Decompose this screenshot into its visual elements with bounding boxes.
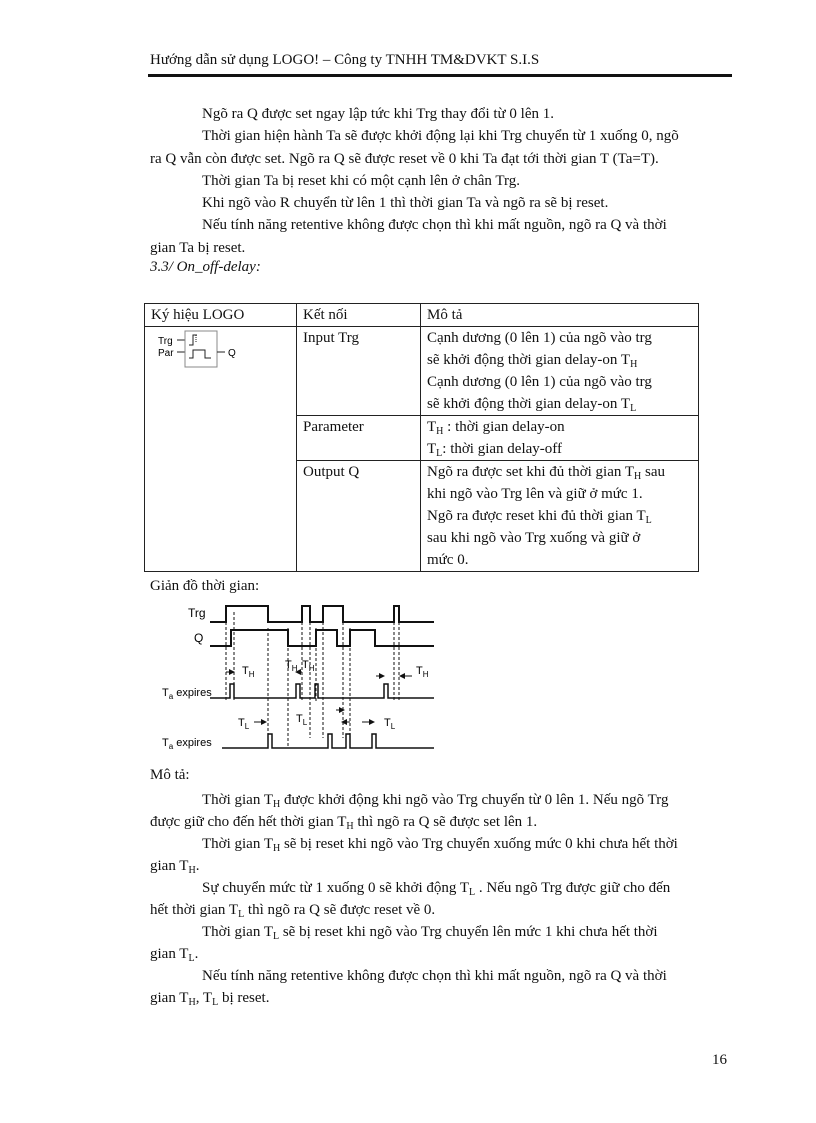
logo-function-table [144, 303, 699, 572]
intro-paragraph-5a: Nếu tính năng retentive không được chọn thì khi mất nguồn, ngõ ra Q và thời [202, 217, 667, 233]
header-divider [148, 74, 732, 77]
desc-line [427, 371, 692, 393]
desc-paragraph-5b: gian $T_H$, $T_L$ bị reset. [150, 990, 270, 1008]
desc-text: sau [641, 464, 666, 480]
desc-paragraph-5a: Nếu tính năng retentive không được chọn thì khi mất nguồn, ngõ ra Q và thời [202, 968, 667, 984]
page-number: 16 [712, 1052, 727, 1068]
desc-text: : thời gian delay-off [442, 441, 562, 457]
desc-text: sau khi ngõ vào Trg xuống và giữ ở [427, 530, 641, 546]
tl-label-3: $T_L$ [384, 717, 396, 731]
timing-label-q: Q [194, 631, 204, 645]
symbol-input-par: Par [158, 348, 174, 359]
desc-subscript: H [630, 359, 638, 370]
intro-paragraph-2b: ra Q vẫn còn được set. Ngõ ra Q sẽ được reset về 0 khi Ta đạt tới thời gian T (Ta=T). [150, 151, 659, 167]
desc-line [427, 527, 692, 549]
conn-parameter: Parameter [297, 416, 421, 461]
tl-label-1: $T_L$ [238, 717, 250, 731]
desc-paragraph-1a: Thời gian $T_H$ được khởi động khi ngõ vào Trg chuyển từ 0 lên 1. Nếu ngõ Trg [202, 792, 669, 810]
th-label-4: $T_H$ [416, 665, 429, 679]
ta-expires-th-waveform [210, 684, 434, 698]
timing-diagram-title: Giản đồ thời gian: [150, 578, 260, 594]
desc-input-trg [421, 327, 699, 416]
desc-subscript: L [645, 515, 652, 526]
col-header-description: Mô tả [421, 304, 699, 327]
desc-paragraph-2a: Thời gian $T_H$ sẽ bị reset khi ngõ vào Trg chuyển xuống mức 0 khi chưa hết thời [202, 836, 678, 854]
th-markers [226, 659, 429, 679]
desc-paragraph-2b: gian $T_H$. [150, 858, 200, 876]
description-title: Mô tả: [150, 767, 190, 783]
logo-symbol-cell [145, 327, 297, 572]
timing-diagram [150, 598, 450, 758]
conn-output-q: Output Q [297, 461, 421, 572]
th-label-2: $T_H$ [285, 659, 298, 673]
desc-subscript: L [630, 403, 637, 414]
on-off-delay-symbol-icon [145, 327, 255, 371]
desc-line [427, 461, 692, 483]
timing-guides [226, 612, 399, 748]
intro-paragraph-3: Thời gian Ta bị reset khi có một cạnh lên ở chân Trg. [202, 173, 520, 189]
desc-paragraph-4b: gian $T_L$. [150, 946, 199, 964]
tl-markers [238, 710, 396, 731]
desc-line [427, 549, 692, 571]
desc-subscript: L [436, 448, 443, 459]
desc-paragraph-4a: Thời gian $T_L$ sẽ bị reset khi ngõ vào Trg chuyển lên mức 1 khi chưa hết thời [202, 924, 658, 942]
desc-paragraph-3a: Sự chuyển mức từ 1 xuống 0 sẽ khởi động $T_L$ . Nếu ngõ Trg được giữ cho đến [202, 880, 671, 898]
symbol-output-q: Q [228, 348, 236, 359]
desc-line [427, 416, 692, 438]
desc-text: Cạnh dương (0 lên 1) của ngõ vào trg [427, 374, 652, 390]
symbol-input-trg: Trg [158, 336, 173, 347]
desc-paragraph-3b: hết thời gian $T_L$ thì ngõ ra Q sẽ được reset về 0. [150, 902, 436, 920]
trg-waveform [210, 606, 434, 622]
conn-input-trg: Input Trg [297, 327, 421, 416]
desc-line [427, 349, 692, 371]
desc-text: mức 0. [427, 552, 469, 568]
table-row [145, 327, 699, 416]
desc-text: Cạnh dương (0 lên 1) của ngõ vào trg [427, 330, 652, 346]
desc-subscript: H [436, 426, 444, 437]
intro-paragraph-4: Khi ngõ vào R chuyển từ lên 1 thì thời gian Ta và ngõ ra sẽ bị reset. [202, 195, 609, 211]
timing-label-ta-expires-1: $T_a$ expires [162, 687, 212, 701]
desc-line [427, 505, 692, 527]
desc-text: sẽ khởi động thời gian delay-on T [427, 352, 631, 368]
desc-line [427, 438, 692, 460]
intro-paragraph-1: Ngõ ra Q được set ngay lập tức khi Trg thay đổi từ 0 lên 1. [202, 106, 555, 122]
desc-line [427, 393, 692, 415]
desc-text: T [427, 441, 437, 457]
timing-label-ta-expires-2: $T_a$ expires [162, 737, 212, 751]
section-title: 3.3/ On_off-delay: [150, 259, 261, 275]
th-label-1: $T_H$ [242, 665, 255, 679]
desc-parameter [421, 416, 699, 461]
desc-text: khi ngõ vào Trg lên và giữ ở mức 1. [427, 486, 643, 502]
desc-line [427, 483, 692, 505]
col-header-connection: Kết nối [297, 304, 421, 327]
desc-output-q [421, 461, 699, 572]
ta-expires-tl-waveform [222, 734, 434, 748]
desc-subscript: H [634, 471, 642, 482]
intro-paragraph-5b: gian Ta bị reset. [150, 240, 246, 256]
desc-paragraph-1b: được giữ cho đến hết thời gian $T_H$ thì ngõ ra Q sẽ được set lên 1. [150, 814, 538, 832]
desc-text: Ngõ ra được reset khi đủ thời gian T [427, 508, 646, 524]
tl-label-2: $T_L$ [296, 713, 308, 727]
desc-text: : thời gian delay-on [443, 419, 565, 435]
desc-text: T [427, 419, 437, 435]
desc-text: sẽ khởi động thời gian delay-on T [427, 396, 631, 412]
q-waveform [210, 630, 434, 646]
intro-paragraph-2a: Thời gian hiện hành Ta sẽ được khởi động lại khi Trg chuyển từ 1 xuống 0, ngõ [202, 128, 679, 144]
desc-line [427, 327, 692, 349]
col-header-symbol: Ký hiệu LOGO [145, 304, 297, 327]
table-header-row [145, 304, 699, 327]
th-label-3: $T_H$ [302, 659, 315, 673]
page-header: Hướng dẫn sử dụng LOGO! – Công ty TNHH TM&DVKT S.I.S [150, 52, 540, 68]
timing-label-trg: Trg [188, 606, 206, 620]
desc-text: Ngõ ra được set khi đủ thời gian T [427, 464, 635, 480]
